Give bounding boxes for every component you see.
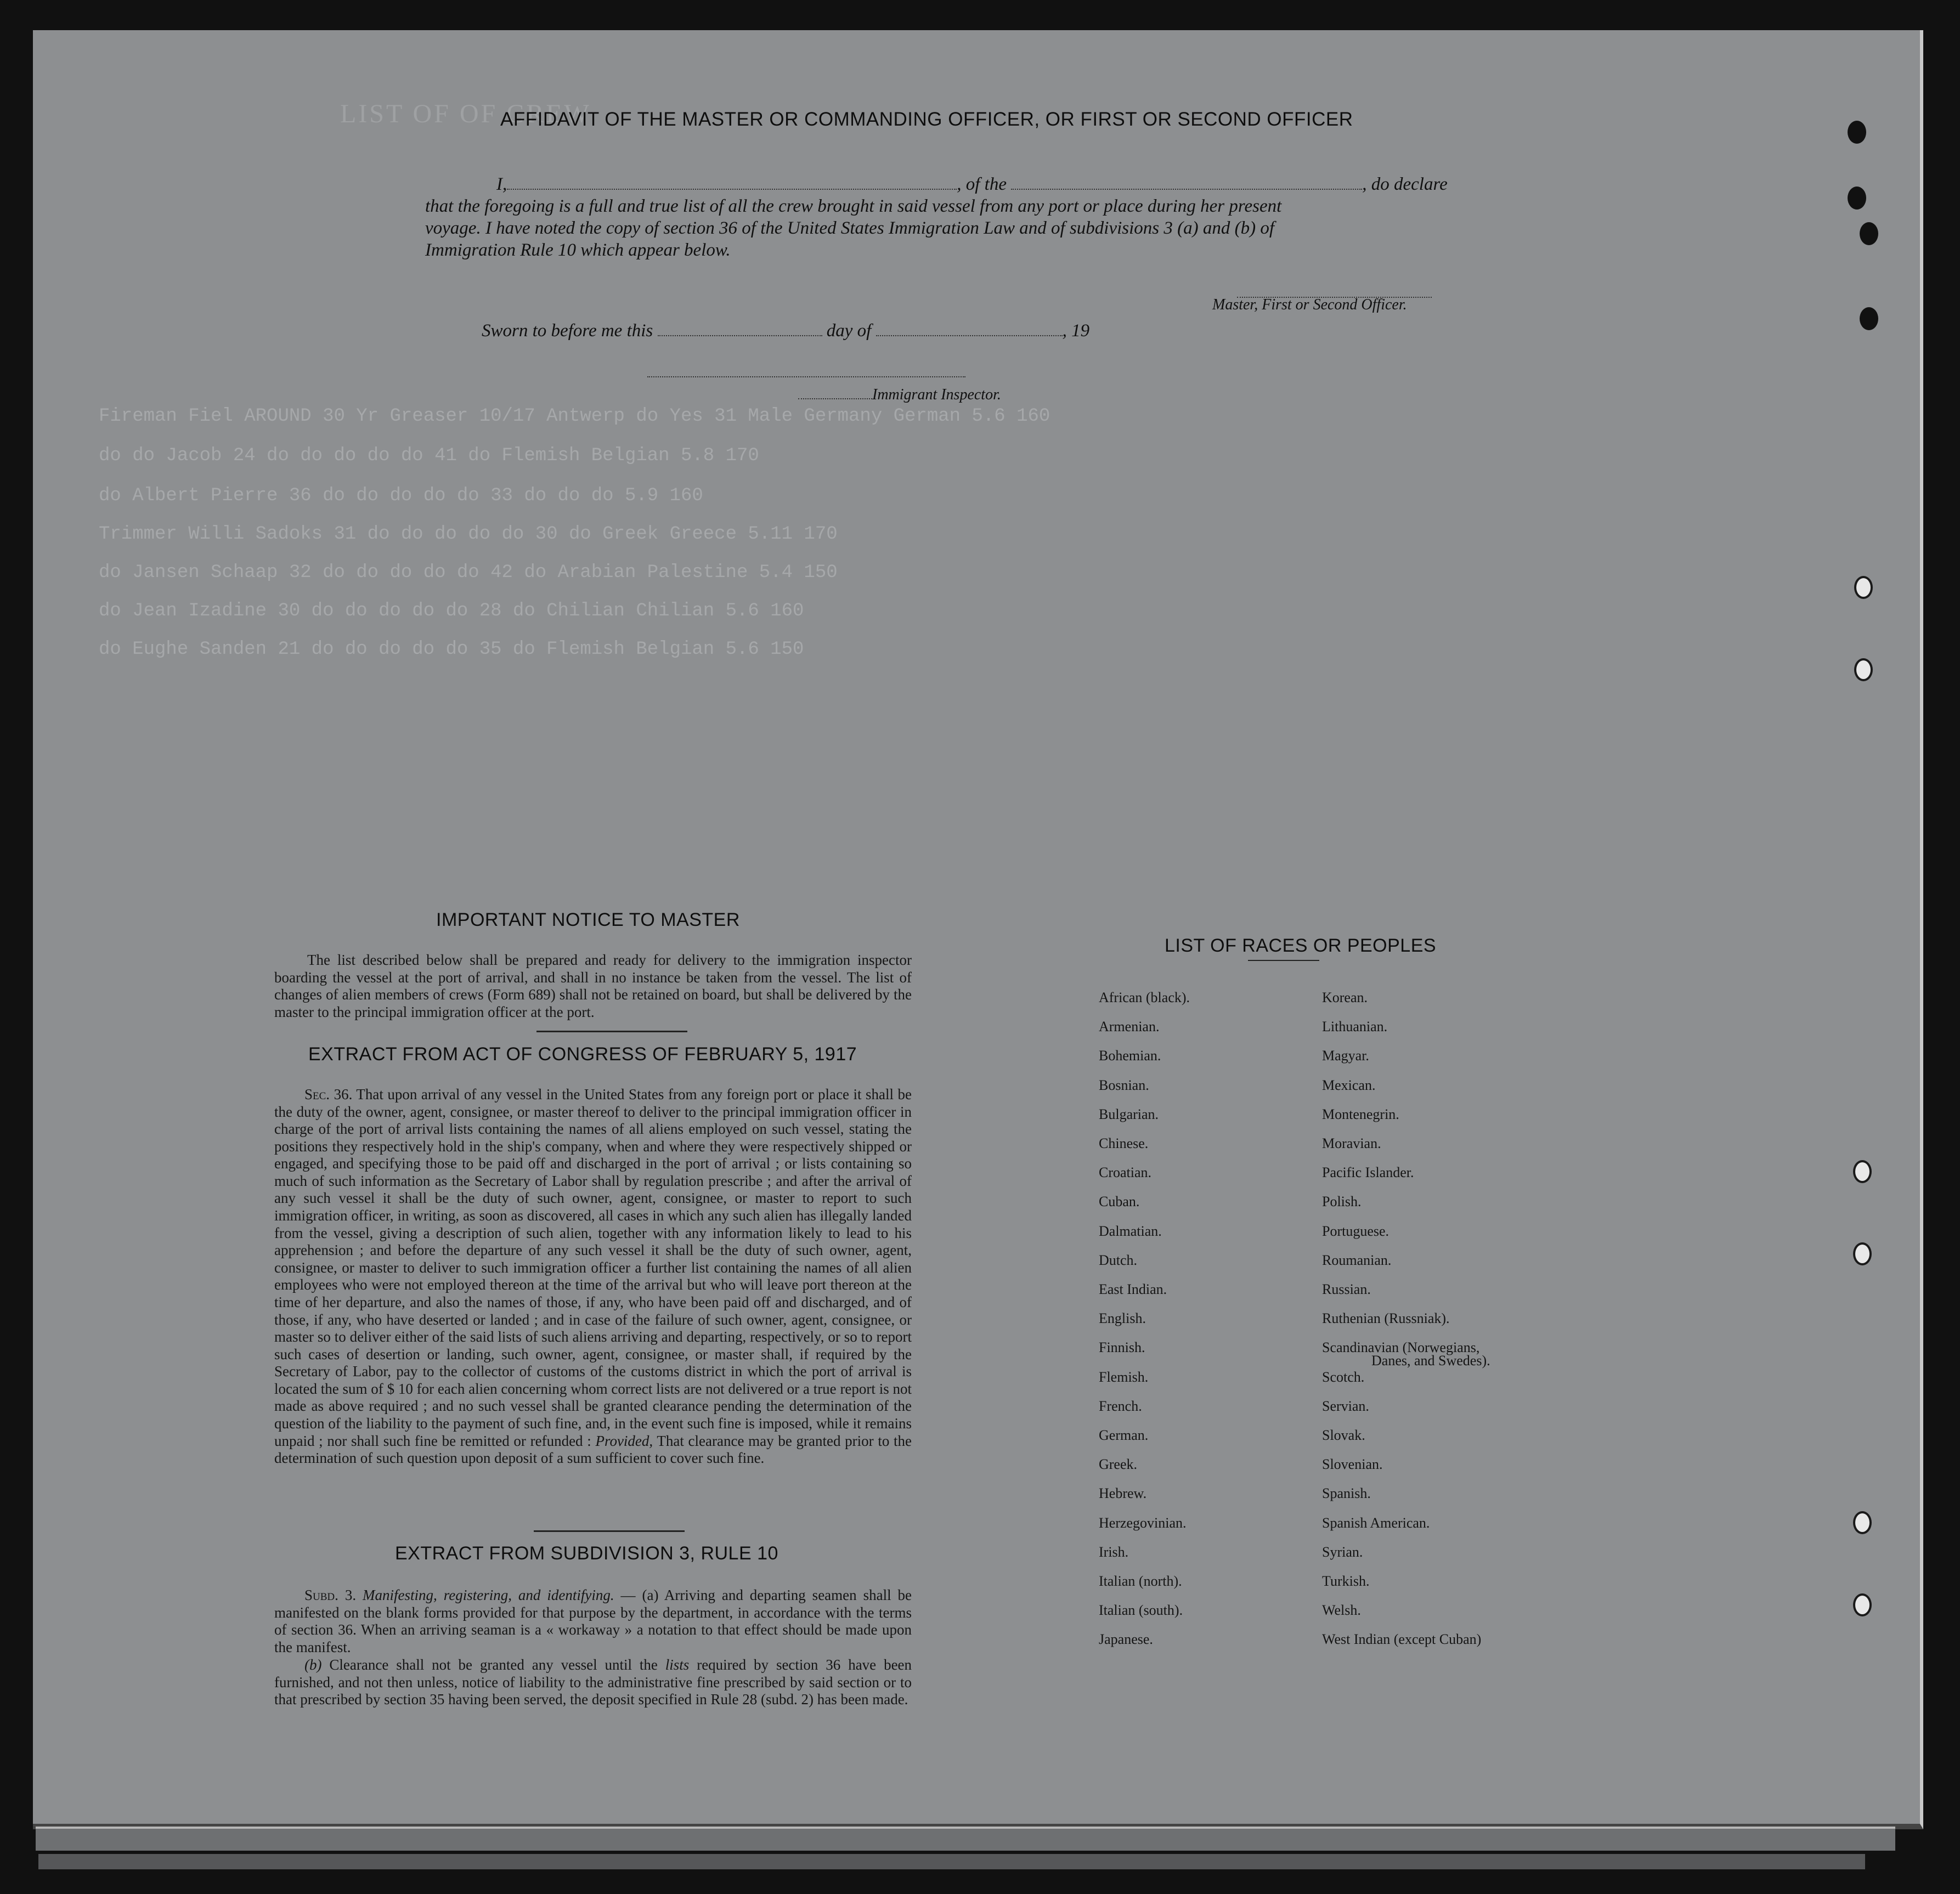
document-sheet xyxy=(33,30,1923,1829)
section-36-text: That upon arrival of any vessel in the United States from any foreign port or place it shall be the duty of the owner, agent, consignee, or master thereof to deliver to the principal immigration officer in charge of the port of arrival lists containing the names of all aliens employed on such vessel, stating the positions they respectively hold in the ship's company, when and where they were respectively shipped or engaged, and specifying those to be paid off and discharged in the port of arrival ; or lists containing so much of such information as the Secretary of Labor shall by regulation prescribe ; and after the arrival of any such vessel it shall be the duty of such owner, agent, consignee, or master to report to such immigration officer, in writing, as soon as discovered, all cases in which any such alien has illegally landed from the vessel, giving a description of such alien, together with any information likely to lead to his apprehension ; and before the departure of any such vessel it shall be the duty of such owner, agent, consignee, or master to deliver to such immigration officer a further list containing the names of all alien employees who were not employed thereon at the time of the arrival but who will leave port thereon at the time of her departure, and also the names of those, if any, who have been paid off and discharged, and of those, if any, who have deserted or landed ; and in case of the failure of such owner, agent, consignee, or master so to deliver either of the said lists of such aliens arriving and departing, respectively, or so to report such cases of desertion or landing, such owner, agent, consignee, or master shall, if required by the Secretary of Labor, pay to the collector of customs of the customs district in which the port of arrival is located the sum of $ 10 for each alien concerning whom correct lists are not delivered or a true report is not made as above required ; and no such vessel shall be granted clearance pending the determination of the question of the liability to the payment of such fine, and, in the event such fine is imposed, while it remains unpaid ; nor shall such fine be remitted or refunded : xyxy=(274,1086,912,1449)
year-prefix-label: , 19 xyxy=(1062,321,1090,341)
para-a-text: Arriving and departing seamen shall be manifested on the blank forms provided for that purpose by the department, in accordance with the terms of section 36. When an arriving seaman is a « workaway » a notation to that effect should be made upon the manifest. xyxy=(274,1587,912,1655)
race-item: Pacific Islander. xyxy=(1322,1164,1414,1181)
affidavit-i-label: I, xyxy=(496,174,507,194)
subd-heading: Manifesting, registering, and identifying. xyxy=(363,1587,614,1603)
extract-act-text xyxy=(274,1086,912,1467)
race-item: Korean. xyxy=(1322,990,1368,1005)
section-36-text-end: That clearance may be granted prior to the determination of such question upon deposit of a sum sufficient to cover such fine. xyxy=(274,1432,912,1467)
day-of-label: day of xyxy=(826,321,872,341)
divider xyxy=(536,1031,687,1032)
punch-hole xyxy=(1853,1593,1872,1616)
master-signature-label: Master, First or Second Officer. xyxy=(1212,296,1407,313)
race-item: Spanish American. xyxy=(1322,1514,1430,1531)
race-item: Scotch. xyxy=(1322,1369,1365,1385)
race-item: Spanish. xyxy=(1322,1485,1371,1502)
race-item: East Indian. xyxy=(1099,1281,1167,1297)
inspector-signature-label xyxy=(798,384,1001,404)
master-signature-line[interactable] xyxy=(1237,282,1432,298)
race-item: West Indian (except Cuban) xyxy=(1322,1631,1482,1648)
race-item: Italian (north). xyxy=(1099,1573,1182,1589)
blank-name-field[interactable] xyxy=(507,174,957,190)
races-title: LIST OF RACES OR PEOPLES xyxy=(1165,935,1437,956)
race-item: Turkish. xyxy=(1322,1573,1370,1589)
race-item: Servian. xyxy=(1322,1398,1369,1414)
race-item: German. xyxy=(1099,1427,1149,1443)
sworn-line xyxy=(482,321,1089,341)
race-item: Dutch. xyxy=(1099,1252,1138,1268)
notice-title: IMPORTANT NOTICE TO MASTER xyxy=(436,909,740,930)
race-item: Croatian. xyxy=(1099,1164,1152,1181)
punch-hole xyxy=(1853,1511,1872,1534)
sworn-label: Sworn to before me this xyxy=(482,321,653,341)
race-item: Scandinavian (Norwegians, xyxy=(1322,1339,1480,1356)
underlying-sheet-edge xyxy=(36,1827,1895,1851)
inspector-name-dots xyxy=(798,384,872,399)
race-item: Flemish. xyxy=(1099,1369,1149,1385)
divider xyxy=(534,1530,685,1532)
bleed-through-row: Trimmer Willi Sadoks 31 do do do do do 30 do Greek Greece 5.11 170 xyxy=(99,524,838,545)
notice-text: The list described below shall be prepared and ready for delivery to the immigration inspector boarding the vessel at the port of arrival, and shall in no instance be taken from the vessel. The list of changes of alien members of crews (Form 689) shall not be retained on board, but shall be delivered by the master to the principal immigration officer at the port. xyxy=(274,952,912,1020)
bleed-through-row: do Eughe Sanden 21 do do do do do 35 do Flemish Belgian 5.6 150 xyxy=(99,639,804,660)
title-underline xyxy=(1248,960,1319,961)
race-item: English. xyxy=(1099,1310,1146,1327)
race-item: Dalmatian. xyxy=(1099,1223,1162,1239)
race-item: Slovak. xyxy=(1322,1427,1365,1443)
race-item: Mexican. xyxy=(1322,1077,1376,1093)
race-item: Bohemian. xyxy=(1099,1048,1161,1064)
race-item: Bosnian. xyxy=(1099,1077,1149,1093)
blank-vessel-field[interactable] xyxy=(1011,174,1362,190)
race-item: French. xyxy=(1099,1398,1142,1414)
race-item: Greek. xyxy=(1099,1456,1138,1473)
race-item: Armenian. xyxy=(1099,1019,1160,1035)
race-item: Chinese. xyxy=(1099,1135,1149,1151)
bleed-through-row: do Albert Pierre 36 do do do do do 33 do do do 5.9 160 xyxy=(99,485,703,506)
affidavit-line-2: that the foregoing is a full and true list of all the crew brought in said vessel from any port or place during her present xyxy=(425,196,1282,216)
punch-hole xyxy=(1860,222,1878,245)
punch-hole xyxy=(1854,658,1873,681)
punch-hole xyxy=(1853,1242,1872,1265)
punch-hole xyxy=(1853,1160,1872,1183)
race-item: Italian (south). xyxy=(1099,1602,1183,1619)
rule-para-a xyxy=(274,1587,912,1656)
race-item: Herzegovinian. xyxy=(1099,1514,1187,1531)
inspector-signature-line[interactable] xyxy=(647,362,965,377)
race-item: Magyar. xyxy=(1322,1048,1369,1064)
inspector-label: Immigrant Inspector. xyxy=(872,386,1001,403)
rule-para-b xyxy=(274,1656,912,1709)
race-item: Portuguese. xyxy=(1322,1223,1389,1239)
race-item: Finnish. xyxy=(1099,1339,1145,1356)
race-item: Irish. xyxy=(1099,1544,1129,1560)
punch-hole xyxy=(1854,576,1873,599)
bleed-through-row: do Jansen Schaap 32 do do do do do 42 do Arabian Palestine 5.4 150 xyxy=(99,562,838,583)
punch-hole xyxy=(1848,121,1866,144)
race-item: Hebrew. xyxy=(1099,1485,1147,1502)
extract-rule-title: EXTRACT FROM SUBDIVISION 3, RULE 10 xyxy=(395,1543,778,1564)
para-b-text-1: Clearance shall not be granted any vessel until the xyxy=(329,1656,658,1673)
bleed-through-row: Fireman Fiel AROUND 30 Yr Greaser 10/17 Antwerp do Yes 31 Male Germany German 5.6 160 xyxy=(99,406,1050,427)
para-a-mark: — (a) xyxy=(620,1587,659,1603)
affidavit-line-3: voyage. I have noted the copy of section 36 of the United States Immigration Law and of subdivisions 3 (a) and (b) of xyxy=(425,218,1275,238)
race-item: Polish. xyxy=(1322,1194,1362,1210)
blank-day-field[interactable] xyxy=(658,321,822,336)
race-item: Welsh. xyxy=(1322,1602,1361,1619)
bleed-through-row: do do Jacob 24 do do do do do 41 do Flemish Belgian 5.8 170 xyxy=(99,445,759,466)
underlying-sheet-edge xyxy=(38,1854,1865,1869)
extract-act-title: EXTRACT FROM ACT OF CONGRESS OF FEBRUARY 5, 1917 xyxy=(308,1044,857,1065)
para-b-lists: lists xyxy=(665,1656,690,1673)
race-item: Lithuanian. xyxy=(1322,1019,1388,1035)
subd-label: Subd. 3. xyxy=(304,1587,357,1603)
race-item: Slovenian. xyxy=(1322,1456,1383,1473)
affidavit-declare-label: , do declare xyxy=(1362,174,1448,194)
race-item: Roumanian. xyxy=(1322,1252,1392,1268)
affidavit-line-4: Immigration Rule 10 which appear below. xyxy=(425,240,731,260)
race-item: Russian. xyxy=(1322,1281,1371,1297)
race-item: Moravian. xyxy=(1322,1135,1381,1151)
provided-word: Provided, xyxy=(595,1432,653,1449)
bleed-through-row: do Jean Izadine 30 do do do do do 28 do Chilian Chilian 5.6 160 xyxy=(99,601,804,621)
race-item: Japanese. xyxy=(1099,1631,1153,1648)
punch-hole xyxy=(1848,186,1866,210)
race-item-continuation: Danes, and Swedes). xyxy=(1371,1353,1490,1369)
para-b-mark: (b) xyxy=(304,1656,322,1673)
punch-hole xyxy=(1860,307,1878,330)
section-label: Sec. 36. xyxy=(304,1086,353,1103)
race-item: Bulgarian. xyxy=(1099,1106,1159,1122)
race-item: Ruthenian (Russniak). xyxy=(1322,1310,1450,1327)
para-b-text-2: required by section 36 have been furnished, and not then unless, notice of liability to the administrative fine prescribed by said section or to that prescribed by section 35 having been served, the deposit specified in Rule 28 (subd. 2) has been made. xyxy=(274,1656,912,1708)
race-item: Cuban. xyxy=(1099,1194,1140,1210)
race-item: Syrian. xyxy=(1322,1544,1363,1560)
blank-month-field[interactable] xyxy=(876,321,1063,336)
affidavit-of-the-label: , of the xyxy=(957,174,1007,194)
bleed-through-title: LIST OF OF CREW xyxy=(340,99,591,128)
affidavit-line-1 xyxy=(496,174,1448,195)
race-item: Montenegrin. xyxy=(1322,1106,1399,1122)
race-item: African (black). xyxy=(1099,990,1190,1005)
affidavit-title: AFFIDAVIT OF THE MASTER OR COMMANDING OFFICER, OR FIRST OR SECOND OFFICER xyxy=(500,109,1353,130)
